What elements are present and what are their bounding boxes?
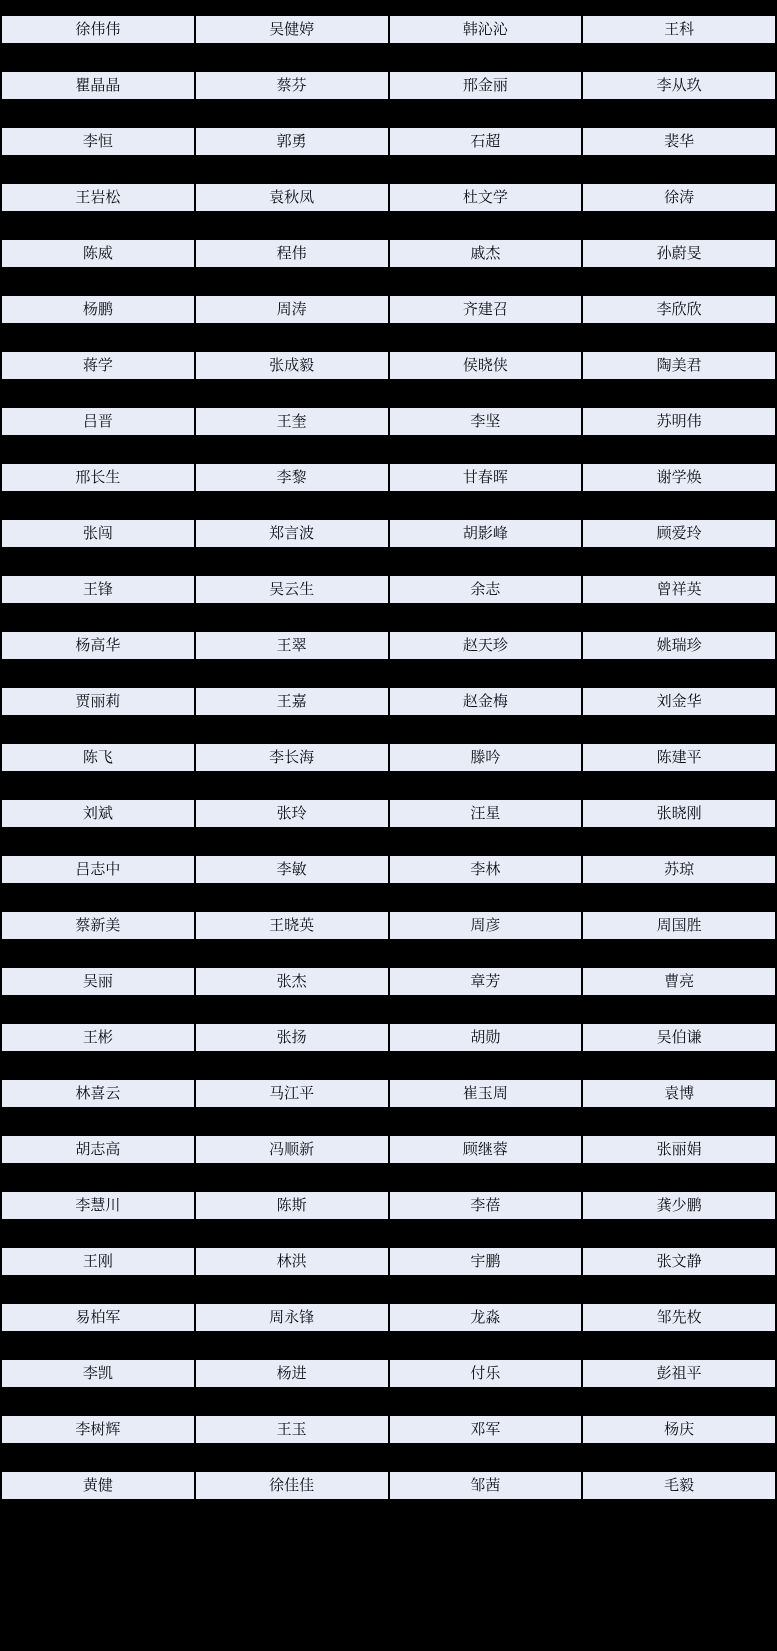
row-separator-cell: [195, 547, 389, 576]
name-cell: 龚少鹏: [582, 1192, 776, 1219]
row-separator-cell: [195, 1499, 389, 1528]
row-separator-cell: [582, 771, 776, 800]
row-separator-cell: [582, 1275, 776, 1304]
row-separator-cell: [389, 323, 583, 352]
row-separator-cell: [582, 1219, 776, 1248]
name-cell: 杨庆: [582, 1416, 776, 1443]
row-separator: [1, 1275, 776, 1304]
name-cell: 李从玖: [582, 72, 776, 99]
name-cell: 袁博: [582, 1080, 776, 1107]
name-cell: 马江平: [195, 1080, 389, 1107]
row-separator: [1, 659, 776, 688]
name-cell: 李黎: [195, 464, 389, 491]
name-cell: 李凯: [1, 1360, 195, 1387]
row-separator-cell: [582, 1499, 776, 1528]
row-separator-cell: [1, 379, 195, 408]
name-cell: 张文静: [582, 1248, 776, 1275]
name-cell: 宇鹏: [389, 1248, 583, 1275]
row-separator-cell: [389, 939, 583, 968]
row-separator-cell: [582, 715, 776, 744]
name-cell: 徐佳佳: [195, 1472, 389, 1499]
table-row: [1, 184, 776, 211]
name-cell: 余志: [389, 576, 583, 603]
name-cell: 崔玉周: [389, 1080, 583, 1107]
row-separator: [1, 603, 776, 632]
table-row: [1, 1416, 776, 1443]
row-separator-cell: [1, 1387, 195, 1416]
row-separator-cell: [582, 99, 776, 128]
table-row: [1, 968, 776, 995]
table-row: [1, 1136, 776, 1163]
row-separator-cell: [1, 715, 195, 744]
table-row: [1, 240, 776, 267]
row-separator-cell: [195, 715, 389, 744]
row-separator: [1, 715, 776, 744]
name-cell: 易柏军: [1, 1304, 195, 1331]
row-separator: [1, 43, 776, 72]
row-separator-cell: [1, 1107, 195, 1136]
name-cell: 裴华: [582, 128, 776, 155]
row-separator: [1, 267, 776, 296]
row-separator: [1, 771, 776, 800]
name-cell: 杨进: [195, 1360, 389, 1387]
row-separator-cell: [195, 1219, 389, 1248]
name-cell: 韩沁沁: [389, 16, 583, 43]
name-cell: 黄健: [1, 1472, 195, 1499]
name-cell: 吴伯谦: [582, 1024, 776, 1051]
name-cell: 邢长生: [1, 464, 195, 491]
row-separator-cell: [1, 1051, 195, 1080]
name-cell: 张丽娟: [582, 1136, 776, 1163]
row-separator-cell: [582, 267, 776, 296]
row-separator-cell: [1, 603, 195, 632]
name-cell: 苏明伟: [582, 408, 776, 435]
name-cell: 张玲: [195, 800, 389, 827]
name-cell: 贾丽莉: [1, 688, 195, 715]
table-row: [1, 128, 776, 155]
name-cell: 杨高华: [1, 632, 195, 659]
name-cell: 吕晋: [1, 408, 195, 435]
row-separator-cell: [195, 939, 389, 968]
row-separator-cell: [389, 1499, 583, 1528]
row-separator-cell: [1, 1443, 195, 1472]
name-cell: 吕志中: [1, 856, 195, 883]
row-separator: [1, 1331, 776, 1360]
row-separator-cell: [582, 1331, 776, 1360]
name-cell: 林喜云: [1, 1080, 195, 1107]
name-cell: 张扬: [195, 1024, 389, 1051]
row-separator-cell: [195, 1163, 389, 1192]
row-separator-cell: [389, 1443, 583, 1472]
name-cell: 陈飞: [1, 744, 195, 771]
row-separator-cell: [389, 547, 583, 576]
table-row: [1, 1304, 776, 1331]
row-separator-cell: [582, 435, 776, 464]
name-cell: 邹茜: [389, 1472, 583, 1499]
row-separator-cell: [389, 771, 583, 800]
row-separator-cell: [195, 1051, 389, 1080]
row-separator-cell: [195, 1387, 389, 1416]
name-cell: 王玉: [195, 1416, 389, 1443]
name-cell: 郑言波: [195, 520, 389, 547]
name-cell: 周永锋: [195, 1304, 389, 1331]
row-separator-cell: [582, 603, 776, 632]
name-cell: 陈斯: [195, 1192, 389, 1219]
table-row: [1, 1024, 776, 1051]
table-row: [1, 464, 776, 491]
row-separator-cell: [1, 99, 195, 128]
name-cell: 胡勋: [389, 1024, 583, 1051]
row-separator-cell: [195, 659, 389, 688]
row-separator-cell: [1, 155, 195, 184]
name-cell: 侯晓侠: [389, 352, 583, 379]
row-separator-cell: [1, 43, 195, 72]
row-separator: [1, 1499, 776, 1528]
row-separator-cell: [1, 1219, 195, 1248]
row-separator-cell: [389, 267, 583, 296]
row-separator-cell: [195, 995, 389, 1024]
name-cell: 汪星: [389, 800, 583, 827]
name-cell: 李恒: [1, 128, 195, 155]
row-separator-cell: [582, 323, 776, 352]
row-separator-cell: [195, 1275, 389, 1304]
row-separator-cell: [195, 827, 389, 856]
name-cell: 齐建召: [389, 296, 583, 323]
row-separator-cell: [195, 1331, 389, 1360]
table-row: [1, 408, 776, 435]
name-cell: 蔡芬: [195, 72, 389, 99]
name-cell: 曾祥英: [582, 576, 776, 603]
row-separator-cell: [389, 1219, 583, 1248]
row-separator-cell: [582, 1443, 776, 1472]
row-separator-cell: [389, 1107, 583, 1136]
row-separator-cell: [389, 491, 583, 520]
name-cell: 刘斌: [1, 800, 195, 827]
name-cell: 毛毅: [582, 1472, 776, 1499]
row-separator-cell: [195, 155, 389, 184]
name-cell: 李坚: [389, 408, 583, 435]
name-cell: 蔡新美: [1, 912, 195, 939]
row-separator-cell: [389, 1051, 583, 1080]
row-separator: [1, 1163, 776, 1192]
row-separator-cell: [389, 1387, 583, 1416]
row-separator-cell: [195, 323, 389, 352]
name-cell: 顾继蓉: [389, 1136, 583, 1163]
row-separator-cell: [582, 1107, 776, 1136]
name-list-table: [0, 16, 777, 1528]
row-separator-cell: [582, 995, 776, 1024]
name-cell: 蒋学: [1, 352, 195, 379]
name-cell: 王岩松: [1, 184, 195, 211]
row-separator-cell: [195, 1107, 389, 1136]
row-separator: [1, 827, 776, 856]
table-row: [1, 520, 776, 547]
row-separator-cell: [1, 1499, 195, 1528]
row-separator-cell: [1, 883, 195, 912]
name-cell: 滕吟: [389, 744, 583, 771]
row-separator-cell: [389, 99, 583, 128]
table-row: [1, 296, 776, 323]
row-separator-cell: [582, 547, 776, 576]
row-separator-cell: [1, 939, 195, 968]
row-separator-cell: [1, 435, 195, 464]
name-cell: 李敏: [195, 856, 389, 883]
row-separator-cell: [1, 323, 195, 352]
name-cell: 谢学焕: [582, 464, 776, 491]
row-separator-cell: [1, 547, 195, 576]
table-row: [1, 1192, 776, 1219]
row-separator: [1, 435, 776, 464]
name-cell: 胡志高: [1, 1136, 195, 1163]
name-cell: 刘金华: [582, 688, 776, 715]
row-separator: [1, 1051, 776, 1080]
row-separator: [1, 939, 776, 968]
row-separator: [1, 211, 776, 240]
row-separator-cell: [582, 659, 776, 688]
name-cell: 王嘉: [195, 688, 389, 715]
name-cell: 林洪: [195, 1248, 389, 1275]
row-separator: [1, 1387, 776, 1416]
name-cell: 姚瑞珍: [582, 632, 776, 659]
name-cell: 石超: [389, 128, 583, 155]
name-cell: 章芳: [389, 968, 583, 995]
row-separator-cell: [195, 43, 389, 72]
table-row: [1, 688, 776, 715]
name-cell: 王晓英: [195, 912, 389, 939]
table-row: [1, 576, 776, 603]
row-separator-cell: [195, 771, 389, 800]
name-cell: 徐涛: [582, 184, 776, 211]
row-separator: [1, 1219, 776, 1248]
name-cell: 郭勇: [195, 128, 389, 155]
row-separator-cell: [389, 883, 583, 912]
table-row: [1, 16, 776, 43]
name-cell: 吴云生: [195, 576, 389, 603]
row-separator: [1, 1443, 776, 1472]
row-separator-cell: [195, 267, 389, 296]
row-separator: [1, 547, 776, 576]
row-separator: [1, 155, 776, 184]
name-cell: 王刚: [1, 1248, 195, 1275]
row-separator-cell: [389, 827, 583, 856]
row-separator: [1, 99, 776, 128]
table-row: [1, 912, 776, 939]
name-cell: 李长海: [195, 744, 389, 771]
row-separator-cell: [195, 211, 389, 240]
name-cell: 陈威: [1, 240, 195, 267]
row-separator-cell: [582, 1051, 776, 1080]
row-separator-cell: [582, 43, 776, 72]
name-cell: 李树辉: [1, 1416, 195, 1443]
name-cell: 陶美君: [582, 352, 776, 379]
row-separator-cell: [389, 1275, 583, 1304]
row-separator-cell: [582, 1163, 776, 1192]
row-separator-cell: [582, 379, 776, 408]
name-cell: 孙蔚旻: [582, 240, 776, 267]
table-row: [1, 1472, 776, 1499]
name-cell: 邓军: [389, 1416, 583, 1443]
row-separator-cell: [389, 1331, 583, 1360]
row-separator-cell: [195, 883, 389, 912]
name-cell: 胡影峰: [389, 520, 583, 547]
name-cell: 张成毅: [195, 352, 389, 379]
name-cell: 彭祖平: [582, 1360, 776, 1387]
row-separator-cell: [389, 603, 583, 632]
name-cell: 周国胜: [582, 912, 776, 939]
name-cell: 张杰: [195, 968, 389, 995]
name-cell: 李慧川: [1, 1192, 195, 1219]
table-row: [1, 632, 776, 659]
table-row: [1, 1080, 776, 1107]
row-separator-cell: [1, 771, 195, 800]
row-separator-cell: [1, 1163, 195, 1192]
name-cell: 曹亮: [582, 968, 776, 995]
bottom-divider-band: [0, 1528, 777, 1538]
row-separator-cell: [582, 155, 776, 184]
row-separator-cell: [389, 435, 583, 464]
name-cell: 徐伟伟: [1, 16, 195, 43]
name-cell: 杨鹏: [1, 296, 195, 323]
row-separator-cell: [582, 827, 776, 856]
row-separator-cell: [389, 1163, 583, 1192]
table-row: [1, 1248, 776, 1275]
name-cell: 陈建平: [582, 744, 776, 771]
name-cell: 王翠: [195, 632, 389, 659]
row-separator-cell: [389, 155, 583, 184]
row-separator-cell: [582, 211, 776, 240]
row-separator-cell: [195, 491, 389, 520]
name-cell: 杜文学: [389, 184, 583, 211]
name-cell: 袁秋凤: [195, 184, 389, 211]
row-separator-cell: [1, 659, 195, 688]
row-separator-cell: [195, 435, 389, 464]
name-cell: 周彦: [389, 912, 583, 939]
row-separator-cell: [195, 99, 389, 128]
name-cell: 甘春晖: [389, 464, 583, 491]
name-cell: 苏琼: [582, 856, 776, 883]
row-separator-cell: [582, 1387, 776, 1416]
row-separator-cell: [389, 43, 583, 72]
name-cell: 张晓刚: [582, 800, 776, 827]
name-cell: 顾爱玲: [582, 520, 776, 547]
top-divider-band: [0, 0, 777, 16]
name-cell: 王彬: [1, 1024, 195, 1051]
row-separator-cell: [389, 379, 583, 408]
name-cell: 张闯: [1, 520, 195, 547]
name-cell: 李蓓: [389, 1192, 583, 1219]
row-separator: [1, 379, 776, 408]
name-cell: 赵天珍: [389, 632, 583, 659]
row-separator-cell: [195, 379, 389, 408]
row-separator-cell: [195, 603, 389, 632]
row-separator: [1, 491, 776, 520]
name-cell: 瞿晶晶: [1, 72, 195, 99]
name-cell: 冯顺新: [195, 1136, 389, 1163]
name-cell: 吴健婷: [195, 16, 389, 43]
name-cell: 李欣欣: [582, 296, 776, 323]
name-cell: 付乐: [389, 1360, 583, 1387]
row-separator-cell: [1, 1331, 195, 1360]
table-row: [1, 856, 776, 883]
table-row: [1, 1360, 776, 1387]
name-cell: 王科: [582, 16, 776, 43]
name-cell: 吴丽: [1, 968, 195, 995]
name-cell: 赵金梅: [389, 688, 583, 715]
row-separator-cell: [1, 491, 195, 520]
row-separator-cell: [582, 883, 776, 912]
row-separator-cell: [389, 211, 583, 240]
row-separator-cell: [195, 1443, 389, 1472]
name-cell: 邹先枚: [582, 1304, 776, 1331]
row-separator-cell: [389, 715, 583, 744]
name-cell: 李林: [389, 856, 583, 883]
name-cell: 王锋: [1, 576, 195, 603]
row-separator-cell: [582, 491, 776, 520]
row-separator: [1, 883, 776, 912]
name-cell: 程伟: [195, 240, 389, 267]
name-cell: 龙淼: [389, 1304, 583, 1331]
table-row: [1, 744, 776, 771]
row-separator: [1, 995, 776, 1024]
row-separator-cell: [582, 939, 776, 968]
row-separator: [1, 323, 776, 352]
name-list-body: [1, 16, 776, 1528]
row-separator-cell: [1, 1275, 195, 1304]
table-row: [1, 800, 776, 827]
row-separator-cell: [1, 827, 195, 856]
name-cell: 邢金丽: [389, 72, 583, 99]
row-separator: [1, 1107, 776, 1136]
row-separator-cell: [389, 995, 583, 1024]
name-cell: 戚杰: [389, 240, 583, 267]
name-cell: 王奎: [195, 408, 389, 435]
row-separator-cell: [1, 995, 195, 1024]
row-separator-cell: [389, 659, 583, 688]
name-cell: 周涛: [195, 296, 389, 323]
table-row: [1, 72, 776, 99]
table-row: [1, 352, 776, 379]
row-separator-cell: [1, 267, 195, 296]
row-separator-cell: [1, 211, 195, 240]
